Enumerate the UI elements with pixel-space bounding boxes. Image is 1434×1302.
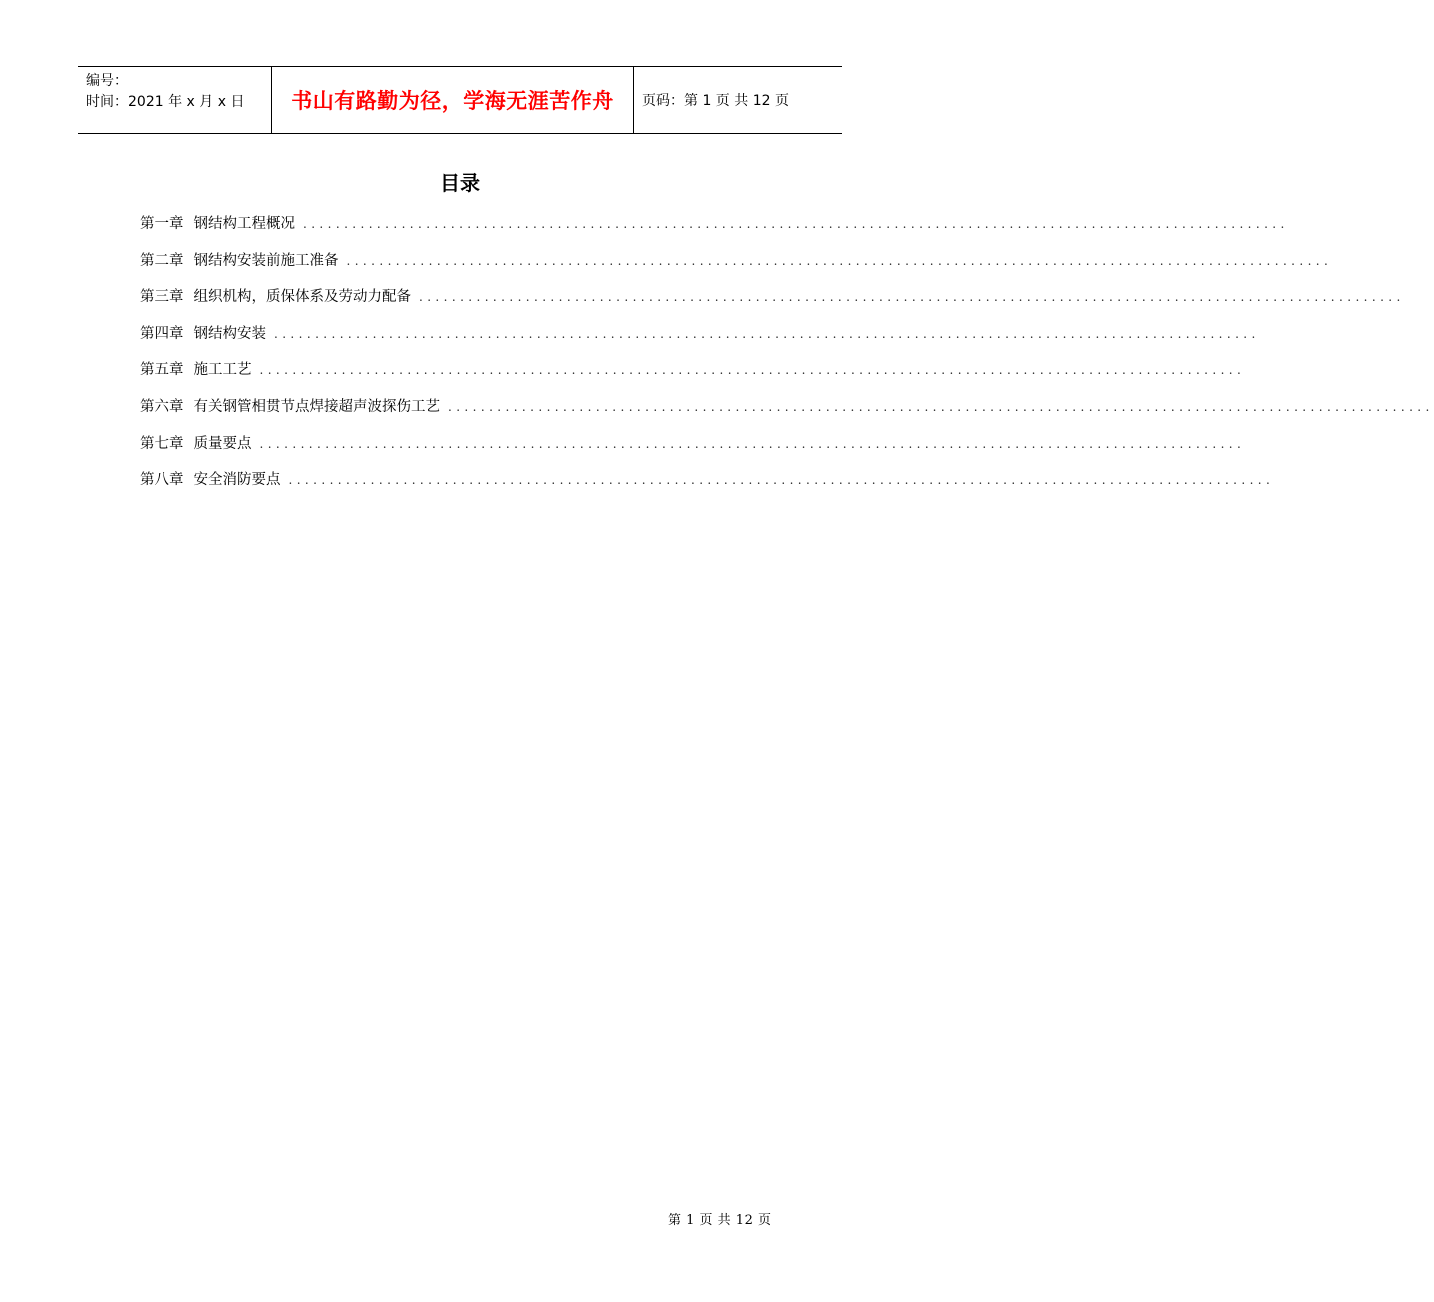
toc-chapter-number: 第二章 — [140, 252, 184, 269]
toc-leader-dots: ........................................................................................................................ — [346, 253, 1333, 268]
toc-entry[interactable] — [140, 430, 1246, 467]
toc-chapter-title: 有关钢管相贯节点焊接超声波探伤工艺 — [193, 398, 440, 415]
toc-leader-dots: ........................................................................................................................ — [274, 326, 1260, 341]
toc-leader-dots: ........................................................................................................................ — [419, 290, 1405, 305]
toc-chapter-number: 第八章 — [140, 472, 184, 489]
toc-entry[interactable] — [140, 356, 1246, 393]
header-motto-cell — [272, 67, 634, 133]
toc-entry[interactable] — [140, 283, 1405, 320]
document-number-label: 编号： — [86, 73, 128, 89]
toc-chapter-title: 钢结构安装 — [193, 325, 266, 342]
toc-chapter-number: 第六章 — [140, 398, 184, 415]
toc-chapter-number: 第一章 — [140, 216, 184, 232]
toc-entry[interactable] — [140, 466, 1275, 503]
toc-entry[interactable] — [140, 393, 1434, 430]
toc-chapter-title: 安全消防要点 — [193, 472, 281, 489]
toc-chapter-number: 第七章 — [140, 435, 184, 452]
toc-chapter-title: 质量要点 — [193, 435, 252, 452]
toc-chapter-number: 第五章 — [140, 362, 184, 379]
header-page-number: 页码：第 1 页 共 12 页 — [642, 93, 789, 109]
document-date-label: 时间：2021 年 x 月 x 日 — [86, 94, 245, 110]
toc-leader-dots: ........................................................................................................................ — [259, 436, 1246, 451]
toc-title: 目录 — [440, 171, 480, 195]
toc-leader-dots: ........................................................................................................................ — [448, 399, 1434, 414]
toc-leader-dots: ........................................................................................................................ — [303, 217, 1289, 231]
toc-chapter-title: 钢结构安装前施工准备 — [193, 252, 339, 269]
header-info-cell — [78, 67, 272, 133]
toc-entry[interactable] — [140, 247, 1333, 284]
header-page-cell — [634, 67, 842, 133]
toc-chapter-title: 组织机构，质保体系及劳动力配备 — [193, 289, 411, 306]
table-of-contents — [140, 210, 1434, 503]
toc-leader-dots: ........................................................................................................................ — [259, 363, 1246, 378]
toc-entry[interactable] — [140, 210, 1289, 247]
toc-chapter-title: 施工工艺 — [193, 362, 252, 379]
toc-entry[interactable] — [140, 320, 1260, 357]
toc-chapter-title: 钢结构工程概况 — [193, 216, 295, 232]
toc-chapter-number: 第三章 — [140, 289, 184, 306]
toc-chapter-number: 第四章 — [140, 325, 184, 342]
header-motto: 书山有路勤为径，学海无涯苦作舟 — [291, 88, 614, 113]
toc-leader-dots: ........................................................................................................................ — [288, 473, 1275, 488]
page-header — [78, 66, 842, 134]
page-footer: 第 1 页 共 12 页 — [668, 1213, 772, 1228]
